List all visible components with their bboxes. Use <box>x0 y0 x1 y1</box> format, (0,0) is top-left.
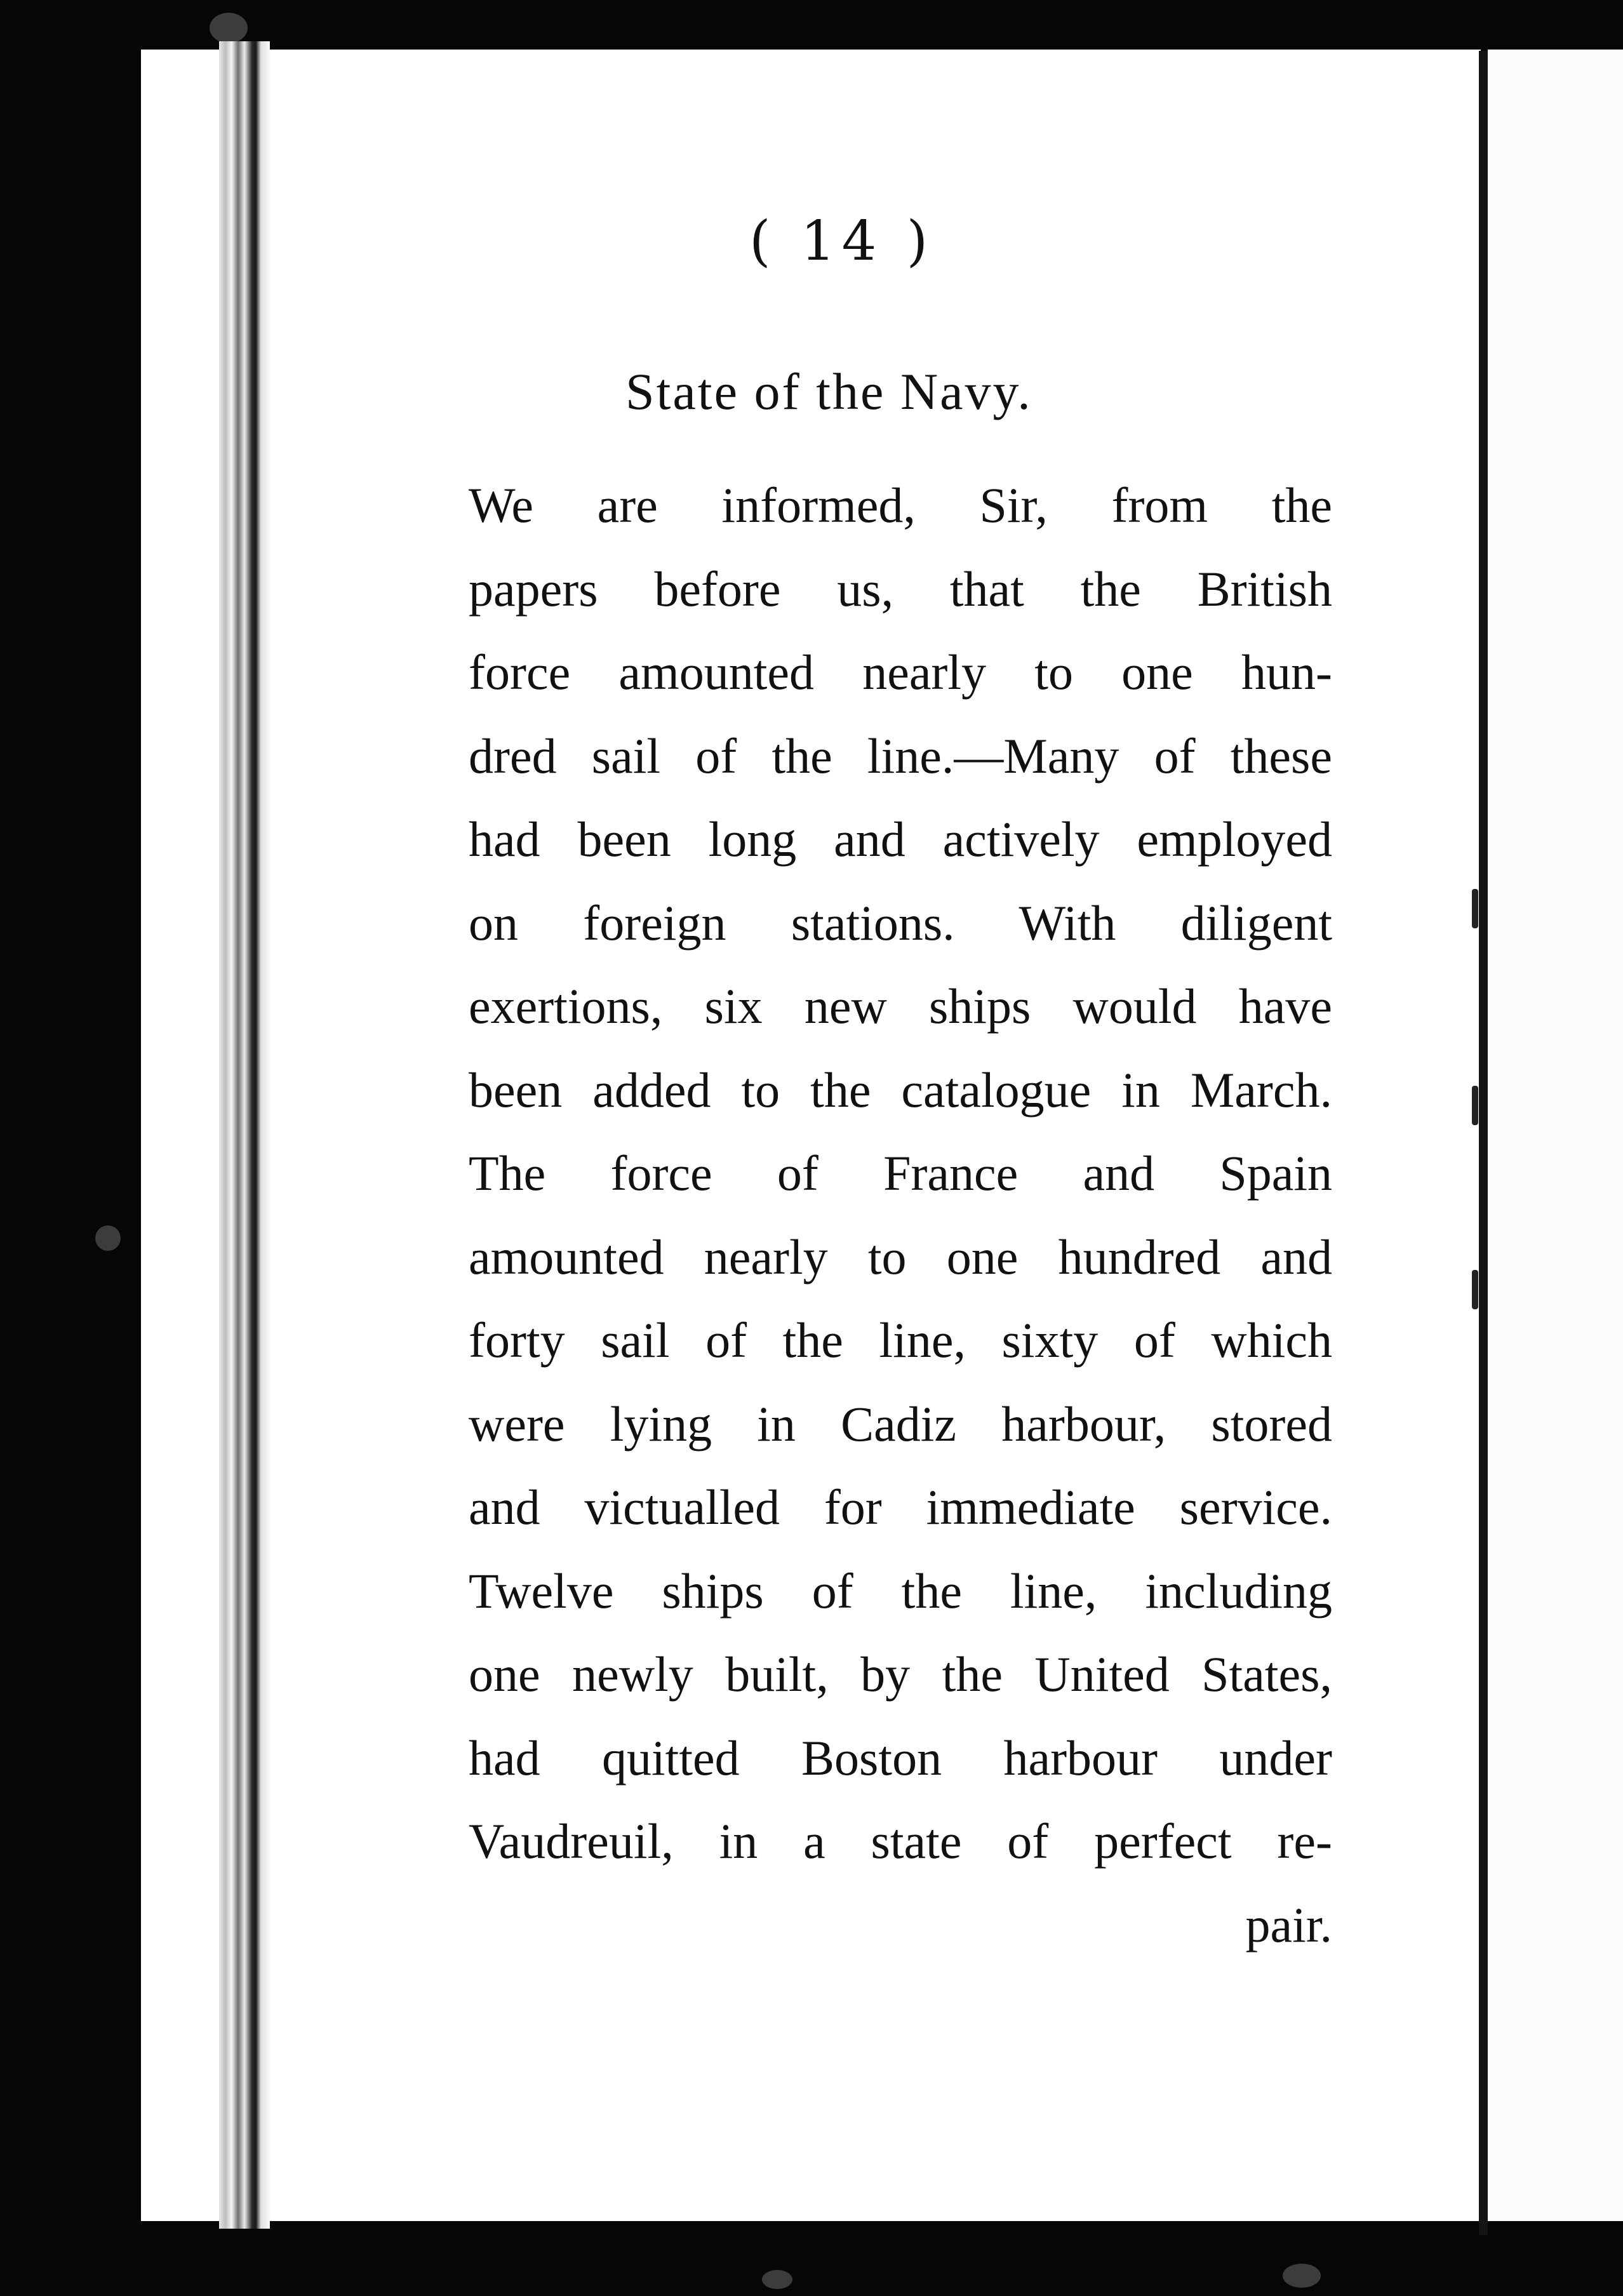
scan-speck <box>95 1225 121 1251</box>
facing-page-strip <box>1488 50 1623 2221</box>
text-line: amounted nearly to one hundred and <box>469 1229 1332 1285</box>
page-left-edge <box>219 41 270 2229</box>
text-line: were lying in Cadiz harbour, stored <box>469 1396 1332 1452</box>
text-line: We are informed, Sir, from the <box>469 477 1332 533</box>
book-spine <box>1479 51 1488 2235</box>
text-line: dred sail of the line.—Many of these <box>469 728 1332 784</box>
scan-speck <box>1283 2264 1321 2288</box>
text-line: papers before us, that the British <box>469 561 1332 617</box>
text-line: had quitted Boston harbour under <box>469 1730 1332 1785</box>
text-line: had been long and actively employed <box>469 811 1332 867</box>
text-line: been added to the catalogue in March. <box>469 1062 1332 1118</box>
binding-mark <box>1472 1086 1478 1125</box>
text-line: Twelve ships of the line, including <box>469 1563 1332 1619</box>
text-line: Vaudreuil, in a state of perfect re- <box>469 1813 1332 1869</box>
text-line: force amounted nearly to one hun- <box>469 644 1332 700</box>
body-text <box>469 464 1332 1966</box>
text-line-catchword: pair. <box>1245 1897 1332 1952</box>
binding-mark <box>1472 1270 1478 1309</box>
text-line: on foreign stations. With diligent <box>469 895 1332 951</box>
section-title: State of the Navy. <box>625 363 1032 420</box>
scan-speck <box>762 2270 792 2289</box>
text-line: exertions, six new ships would have <box>469 978 1332 1034</box>
scan-speck <box>210 13 248 43</box>
binding-mark <box>1472 889 1478 928</box>
text-line: and victualled for immediate service. <box>469 1479 1332 1535</box>
page-number-header: ( 14 ) <box>749 210 935 273</box>
text-line: The force of France and Spain <box>469 1145 1332 1201</box>
text-line: forty sail of the line, sixty of which <box>469 1312 1332 1368</box>
text-line: one newly built, by the United States, <box>469 1646 1332 1702</box>
